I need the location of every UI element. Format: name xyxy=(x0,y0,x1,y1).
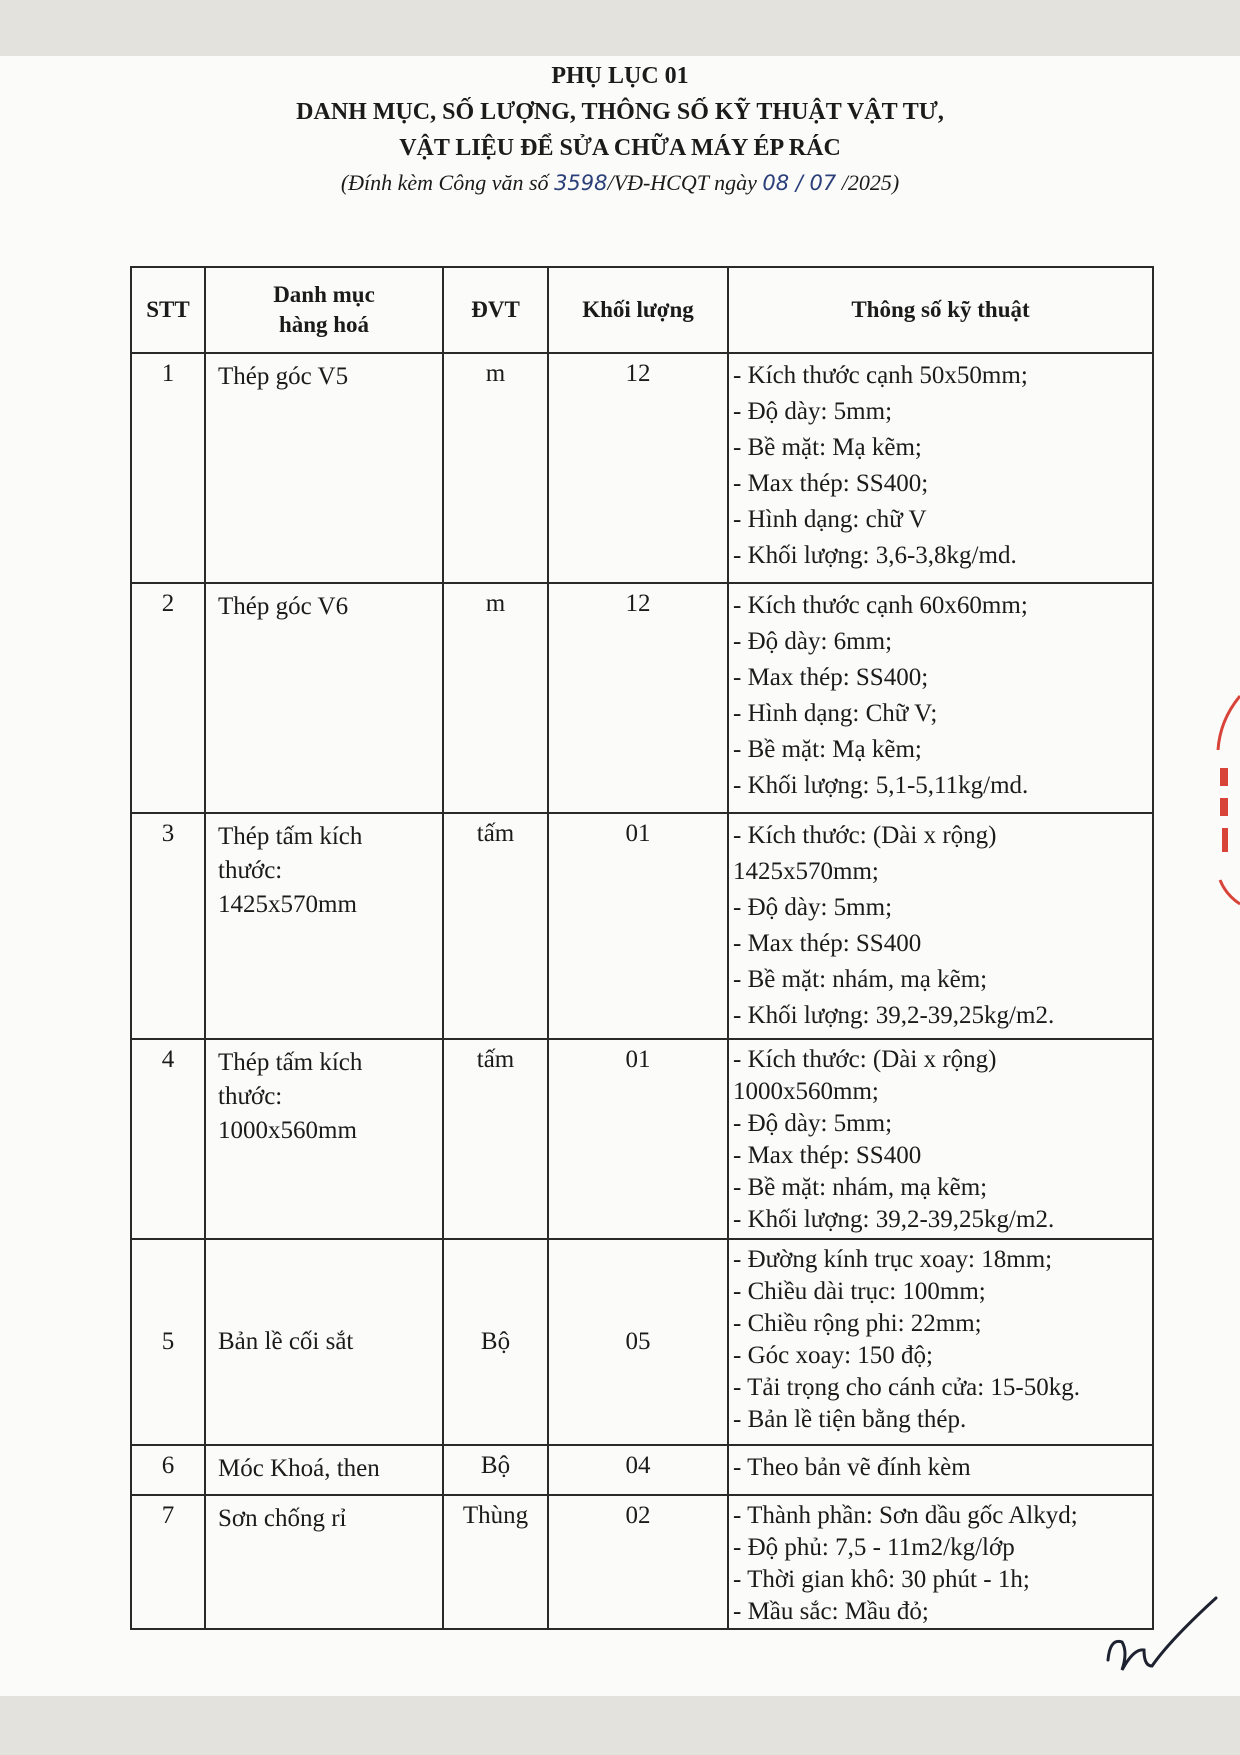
row-stt: 7 xyxy=(131,1495,205,1629)
row-unit: Bộ xyxy=(443,1445,548,1495)
row-item-name: Thép góc V5 xyxy=(205,353,443,583)
spec-line: - Góc xoay: 150 độ; xyxy=(733,1342,933,1369)
row-unit: tấm xyxy=(443,1039,548,1239)
handwritten-document-number: 3598 xyxy=(554,171,608,195)
spec-line: - Độ phủ: 7,5 - 11m2/kg/lớp xyxy=(733,1534,1015,1561)
spec-line: - Khối lượng: 5,1-5,11kg/md. xyxy=(733,772,1029,799)
spec-line: - Theo bản vẽ đính kèm xyxy=(733,1454,971,1481)
spec-line: - Độ dày: 5mm; xyxy=(733,398,893,425)
row-specs xyxy=(728,353,1153,583)
handwritten-date: 08 / 07 xyxy=(762,171,837,195)
spec-line: - Bề mặt: nhám, mạ kẽm; xyxy=(733,966,988,993)
spec-line: - Kích thước: (Dài x rộng) xyxy=(733,1046,997,1073)
row-quantity: 12 xyxy=(548,583,728,813)
row-specs xyxy=(728,1495,1153,1629)
row-specs xyxy=(728,1239,1153,1445)
spec-line: - Thành phần: Sơn dầu gốc Alkyd; xyxy=(733,1502,1078,1529)
table-row xyxy=(131,1495,1153,1629)
attachment-prefix: (Đính kèm Công văn số xyxy=(340,170,549,195)
spec-line: - Kích thước cạnh 50x50mm; xyxy=(733,362,1028,389)
row-unit: tấm xyxy=(443,813,548,1039)
row-unit: m xyxy=(443,583,548,813)
attachment-reference xyxy=(0,166,1240,200)
row-item-name: Bản lề cối sắt xyxy=(205,1239,443,1445)
handwritten-signature xyxy=(1100,1590,1220,1680)
row-item-name: Sơn chống rỉ xyxy=(205,1495,443,1629)
spec-line: - Độ dày: 5mm; xyxy=(733,894,893,921)
spec-line: - Kích thước: (Dài x rộng) xyxy=(733,822,997,849)
row-stt: 4 xyxy=(131,1039,205,1239)
document-title-line-2: VẬT LIỆU ĐỂ SỬA CHỮA MÁY ÉP RÁC xyxy=(399,135,841,161)
row-item-name: Thép tấm kích thước: 1000x560mm xyxy=(205,1039,443,1239)
header-unit: ĐVT xyxy=(443,267,548,353)
row-unit: m xyxy=(443,353,548,583)
row-unit: Bộ xyxy=(443,1239,548,1445)
spec-line: - Bề mặt: Mạ kẽm; xyxy=(733,736,922,763)
row-stt: 6 xyxy=(131,1445,205,1495)
spec-line: - Độ dày: 5mm; xyxy=(733,1110,893,1137)
spec-line: - Max thép: SS400; xyxy=(733,664,929,691)
spec-line: - Khối lượng: 3,6-3,8kg/md. xyxy=(733,542,1017,569)
row-quantity: 01 xyxy=(548,1039,728,1239)
table-row xyxy=(131,813,1153,1039)
spec-line: - Mầu sắc: Mầu đỏ; xyxy=(733,1598,929,1625)
header-item-name: Danh mục hàng hoá xyxy=(205,267,443,353)
row-quantity: 02 xyxy=(548,1495,728,1629)
spec-line: - Bề mặt: Mạ kẽm; xyxy=(733,434,922,461)
spec-line: - Chiều rộng phi: 22mm; xyxy=(733,1310,982,1337)
spec-line: - Hình dạng: Chữ V; xyxy=(733,700,938,727)
row-stt: 5 xyxy=(131,1239,205,1445)
document-title-line-1: DANH MỤC, SỐ LƯỢNG, THÔNG SỐ KỸ THUẬT VẬT TƯ, xyxy=(296,99,944,125)
document-header xyxy=(0,58,1240,200)
spec-line: - Khối lượng: 39,2-39,25kg/m2. xyxy=(733,1002,1055,1029)
spec-line: - Độ dày: 6mm; xyxy=(733,628,893,655)
row-quantity: 04 xyxy=(548,1445,728,1495)
spec-line: - Hình dạng: chữ V xyxy=(733,506,927,533)
row-item-name: Thép tấm kích thước: 1425x570mm xyxy=(205,813,443,1039)
spec-line: 1425x570mm; xyxy=(733,858,879,885)
materials-table xyxy=(130,266,1154,1630)
row-specs xyxy=(728,583,1153,813)
row-stt: 3 xyxy=(131,813,205,1039)
row-stt: 2 xyxy=(131,583,205,813)
attachment-year: /2025) xyxy=(841,170,900,195)
row-stt: 1 xyxy=(131,353,205,583)
spec-line: - Max thép: SS400 xyxy=(733,1142,922,1169)
row-specs xyxy=(728,813,1153,1039)
spec-line: - Đường kính trục xoay: 18mm; xyxy=(733,1246,1053,1273)
row-specs xyxy=(728,1039,1153,1239)
row-specs xyxy=(728,1445,1153,1495)
spec-line: 1000x560mm; xyxy=(733,1078,879,1105)
spec-line: - Bề mặt: nhám, mạ kẽm; xyxy=(733,1174,988,1201)
spec-line: - Max thép: SS400 xyxy=(733,930,922,957)
row-quantity: 05 xyxy=(548,1239,728,1445)
spec-line: - Kích thước cạnh 60x60mm; xyxy=(733,592,1028,619)
table-row xyxy=(131,1039,1153,1239)
table-header-row xyxy=(131,267,1153,353)
row-item-name: Móc Khoá, then xyxy=(205,1445,443,1495)
spec-line: - Bản lề tiện bằng thép. xyxy=(733,1406,967,1433)
row-quantity: 01 xyxy=(548,813,728,1039)
red-stamp-edge xyxy=(1212,690,1240,910)
spec-line: - Tải trọng cho cánh cửa: 15-50kg. xyxy=(733,1374,1081,1401)
header-stt: STT xyxy=(131,267,205,353)
row-item-name: Thép góc V6 xyxy=(205,583,443,813)
row-unit: Thùng xyxy=(443,1495,548,1629)
attachment-middle: /VĐ-HCQT ngày xyxy=(607,170,757,195)
header-specs: Thông số kỹ thuật xyxy=(728,267,1153,353)
spec-line: - Chiều dài trục: 100mm; xyxy=(733,1278,986,1305)
header-quantity: Khối lượng xyxy=(548,267,728,353)
table-row xyxy=(131,1445,1153,1495)
table-row xyxy=(131,1239,1153,1445)
appendix-title: PHỤ LỤC 01 xyxy=(551,63,689,89)
table-row xyxy=(131,583,1153,813)
table-row xyxy=(131,353,1153,583)
row-quantity: 12 xyxy=(548,353,728,583)
spec-line: - Thời gian khô: 30 phút - 1h; xyxy=(733,1566,1030,1593)
spec-line: - Max thép: SS400; xyxy=(733,470,929,497)
spec-line: - Khối lượng: 39,2-39,25kg/m2. xyxy=(733,1206,1055,1233)
